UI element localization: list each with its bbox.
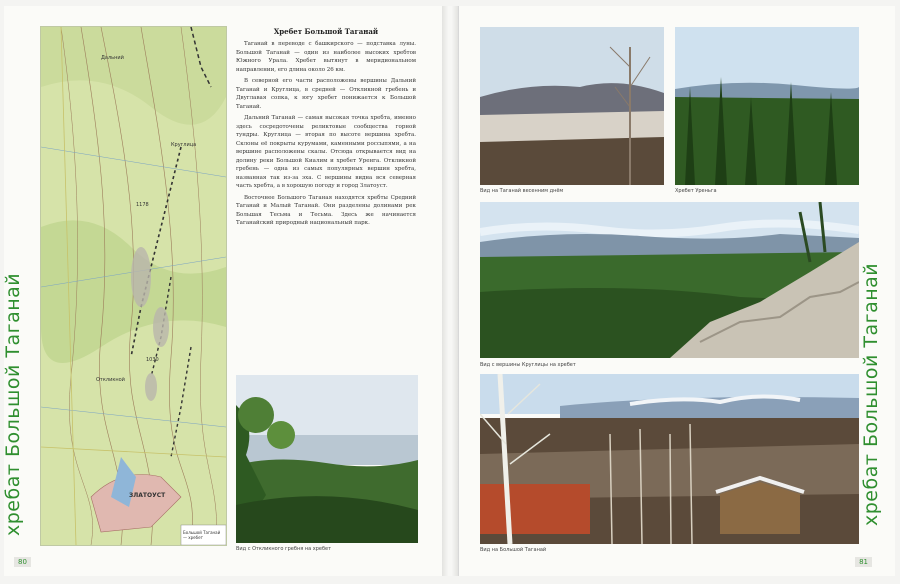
- map-city-label: ЗЛАТОУСТ: [129, 492, 166, 499]
- side-title-left: хребат Большой Таганай: [2, 272, 24, 536]
- article-body: [236, 40, 416, 370]
- map-legend: Большой Таганай — хребет: [183, 530, 221, 540]
- article-paragraph: Восточнее Большого Таганая находятся хребты Средний Таганай и Малый Таганай. Они разделены долинами рек Большая Тесьма и Тесьма. Здесь же начинается Таганайский природный национальный парк.: [236, 194, 416, 226]
- photo-spring-view: [480, 27, 664, 185]
- photo-forest-view: [236, 375, 418, 543]
- book-gutter: [442, 6, 458, 576]
- article-paragraph: Таганай в переводе с башкирского — подставка луны. Большой Таганай — один из наиболее высоких хребтов Южного Урала. Хребет вытянут в меридиональном направлении, его длина около 26 км.: [236, 41, 416, 73]
- photo-ridge-view: [675, 27, 859, 185]
- map-label: 1030: [146, 357, 159, 363]
- map-label: Откликной: [96, 377, 125, 383]
- article-paragraph: Дальний Таганай — самая высокая точка хребта, именно здесь сосредоточены реликтовые сообщества горной тундры. Круглица — вторая по высоте вершина хребта. Склоны её покрыты курумами, каменными россыпями, а на вершине расположены скалы. Отсюда открывается вид на долину реки Большой Киалим и хребет Уренга. Откликной гребень — одна из самых популярных вершин хребта, названная так из-за эха. С вершины видна вся северная часть хребта, а в хорошую погоду и город Златоуст.: [236, 115, 416, 189]
- photo-panorama: [480, 202, 859, 358]
- map-label: Дальний: [101, 55, 124, 61]
- photo-caption: Вид с вершины Круглицы на хребет: [480, 362, 576, 368]
- photo-caption: Вид на Большой Таганай: [480, 547, 547, 553]
- article-paragraph: В северной его части расположены вершины Дальний Таганай и Круглица, в средней — Откликной гребень и Двуглавая сопка, к югу хребет понижается к Большой Таганай.: [236, 78, 416, 110]
- topographic-map: [40, 26, 227, 546]
- photo-caption: Вид на Таганай весенним днём: [480, 188, 564, 194]
- photo-caption: Хребет Уреньга: [675, 188, 717, 194]
- map-label: 1178: [136, 202, 149, 208]
- side-title-right: хребат Большой Таганай: [860, 262, 882, 526]
- map-label: Круглица: [171, 142, 197, 148]
- article-title: Хребет Большой Таганай: [273, 27, 379, 36]
- photo-village: [480, 374, 859, 544]
- page-number-right: 81: [855, 557, 872, 567]
- photo-caption: Вид с Откликного гребня на хребет: [236, 546, 332, 552]
- page-number-left: 80: [14, 557, 31, 567]
